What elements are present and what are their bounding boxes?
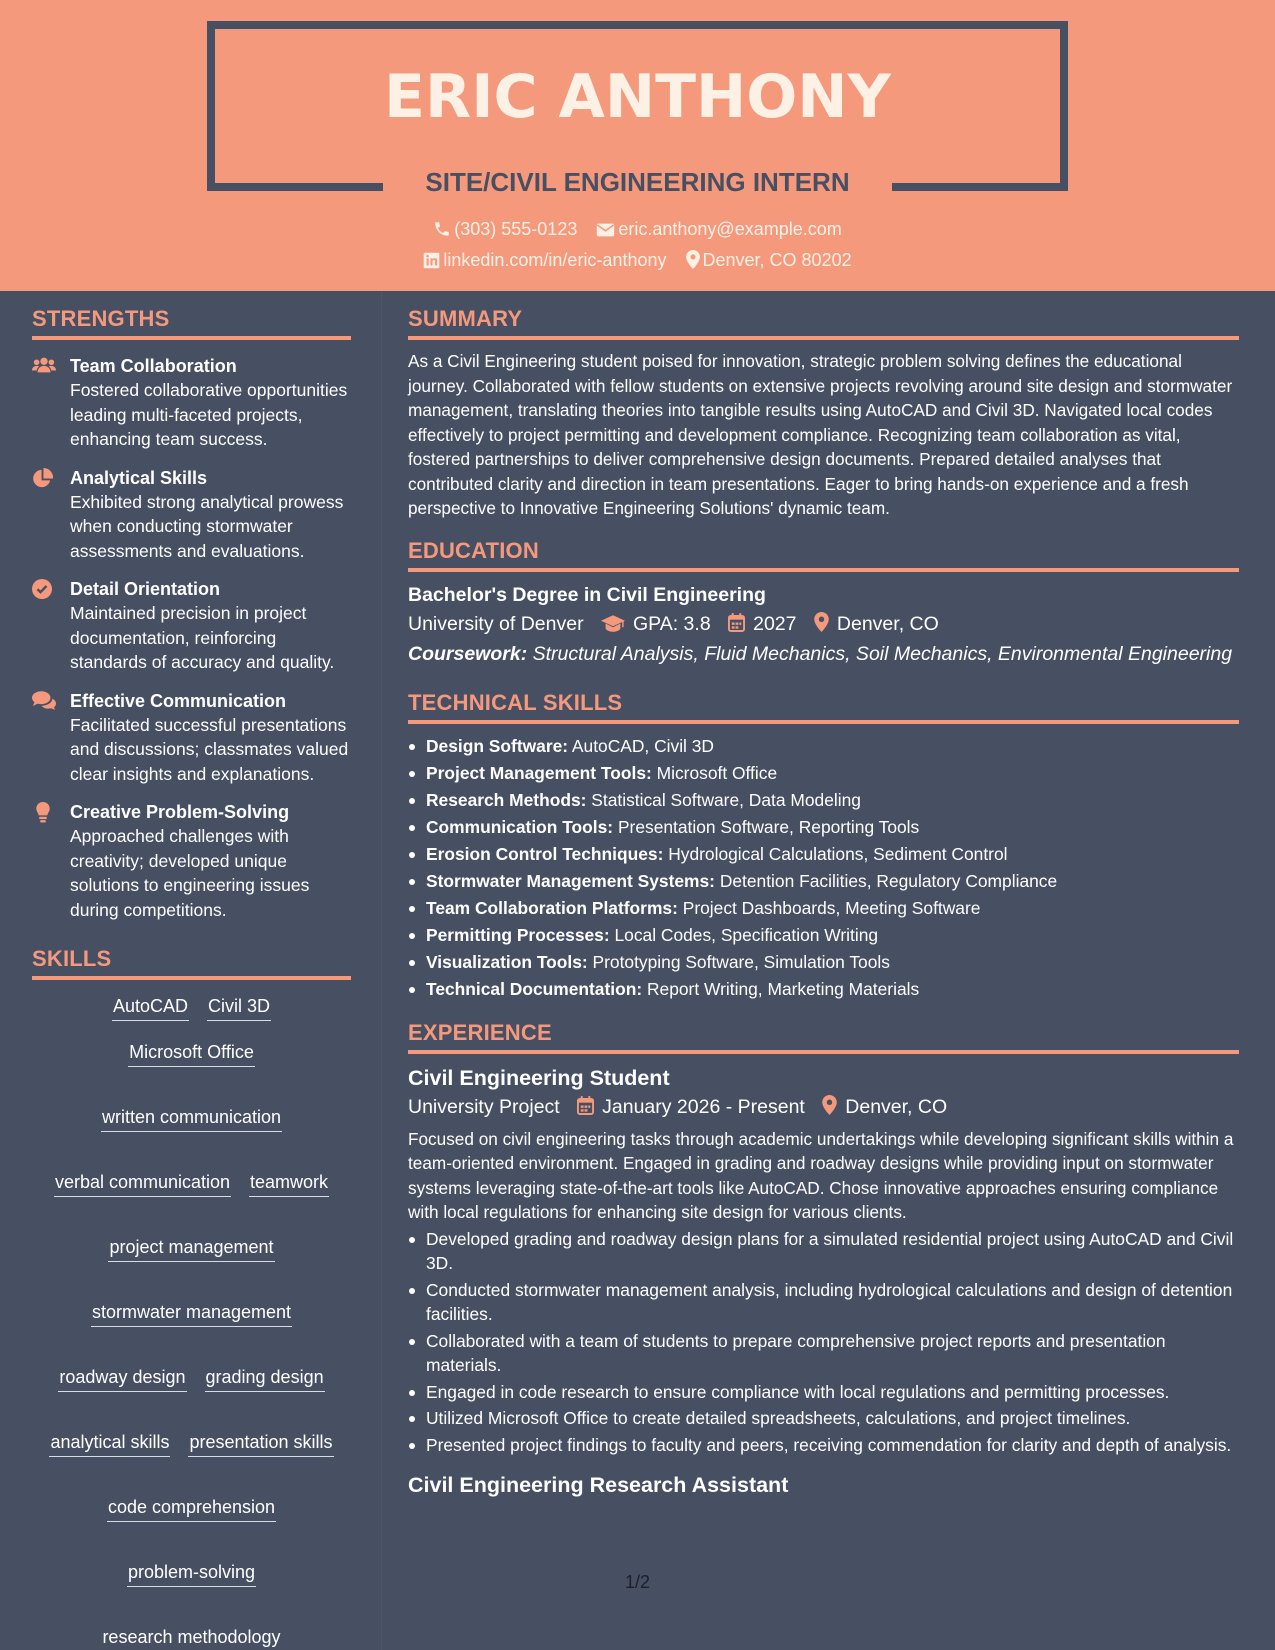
- skills-heading: SKILLS: [32, 946, 351, 980]
- strength-desc: Facilitated successful presentations and discussions; classmates valued clear insights and explanations.: [70, 714, 349, 784]
- list-item: Collaborated with a team of students to prepare comprehensive project reports and presentation materials.: [408, 1329, 1239, 1378]
- list-item: Permitting Processes: Local Codes, Specification Writing: [408, 922, 1239, 949]
- list-item: Team Collaboration Platforms: Project Dashboards, Meeting Software: [408, 895, 1239, 922]
- lightbulb-icon: [36, 802, 50, 823]
- calendar-icon: [728, 613, 745, 632]
- phone-text: (303) 555-0123: [454, 219, 578, 239]
- school-name: University of Denver: [408, 612, 584, 635]
- map-marker-icon: [814, 612, 829, 632]
- technical-skills-heading: TECHNICAL SKILLS: [408, 690, 1239, 724]
- candidate-name: ERIC ANTHONY: [384, 62, 891, 132]
- skill-tag: research methodology: [101, 1625, 281, 1650]
- skill-tag: presentation skills: [188, 1430, 333, 1457]
- strength-item: [32, 577, 351, 675]
- graduation-cap-icon: [601, 615, 625, 632]
- skill-tag: stormwater management: [91, 1300, 292, 1327]
- graduation-year: 2027: [728, 609, 796, 639]
- comments-icon: [32, 691, 56, 710]
- skill-tag: analytical skills: [49, 1430, 170, 1457]
- list-item: Project Management Tools: Microsoft Office: [408, 760, 1239, 787]
- phone-icon: [433, 220, 451, 238]
- skills-tags: [32, 994, 351, 1650]
- education-meta: [408, 609, 1239, 639]
- list-item: Research Methods: Statistical Software, Data Modeling: [408, 787, 1239, 814]
- list-item: Presented project findings to faculty and peers, receiving commendation for clarity and depth of analysis.: [408, 1433, 1239, 1458]
- list-item: Developed grading and roadway design plans for a simulated residential project using AutoCAD and Civil 3D.: [408, 1227, 1239, 1276]
- strength-item: [32, 800, 351, 922]
- strength-title: Detail Orientation: [70, 579, 221, 599]
- skill-tag: code comprehension: [107, 1495, 276, 1522]
- job-bullets: [408, 1227, 1239, 1458]
- technical-skills-list: [408, 733, 1239, 1003]
- location-text: Denver, CO 80202: [702, 250, 852, 270]
- list-item: Technical Documentation: Report Writing, Marketing Materials: [408, 976, 1239, 1003]
- education-location: Denver, CO: [814, 609, 939, 639]
- list-item: Erosion Control Techniques: Hydrological Calculations, Sediment Control: [408, 841, 1239, 868]
- list-item: Design Software: AutoCAD, Civil 3D: [408, 733, 1239, 760]
- experience-heading: EXPERIENCE: [408, 1020, 1239, 1054]
- list-item: Communication Tools: Presentation Software, Reporting Tools: [408, 814, 1239, 841]
- gpa: GPA: 3.8: [601, 609, 711, 639]
- coursework: Coursework: Structural Analysis, Fluid Mechanics, Soil Mechanics, Environmental Engineering: [408, 642, 1233, 665]
- contact-line-1: [0, 219, 1275, 240]
- pie-chart-icon: [32, 468, 53, 489]
- job-org: University Project: [408, 1095, 560, 1118]
- job-dates: January 2026 - Present: [577, 1092, 805, 1123]
- strengths-heading: STRENGTHS: [32, 306, 351, 340]
- strength-title: Effective Communication: [70, 690, 287, 711]
- email-text: eric.anthony@example.com: [618, 219, 842, 239]
- linkedin-contact[interactable]: [423, 250, 666, 271]
- strength-title: Creative Problem-Solving: [70, 802, 290, 822]
- skill-tag: Microsoft Office: [128, 1040, 255, 1067]
- phone-contact[interactable]: [433, 219, 577, 240]
- resume-header: [0, 0, 1275, 291]
- list-item: Conducted stormwater management analysis, including hydrological calculations and design of detention facilities.: [408, 1278, 1239, 1327]
- job-meta: [408, 1092, 1239, 1123]
- skill-tag: grading design: [205, 1365, 325, 1392]
- map-marker-icon: [822, 1095, 837, 1115]
- skill-tag: teamwork: [249, 1170, 329, 1197]
- list-item: Visualization Tools: Prototyping Software, Simulation Tools: [408, 949, 1239, 976]
- list-item: Engaged in code research to ensure compliance with local regulations and permitting processes.: [408, 1380, 1239, 1405]
- strength-item: [32, 466, 351, 564]
- strength-desc: Fostered collaborative opportunities leading multi-faceted projects, enhancing team success.: [70, 380, 348, 449]
- left-column: [32, 306, 351, 1650]
- skill-tag: roadway design: [58, 1365, 186, 1392]
- summary-text: As a Civil Engineering student poised for innovation, strategic problem solving defines the educational journey. Collaborated with fellow students on extensive projects revolving around site design and stormwater management, translating theories into tangible results using AutoCAD and Civil 3D. Navigated local codes effectively to project permitting and development compliance. Recognizing team collaboration as vital, fostered partnerships to deliver comprehensive design documents. Prepared detailed analyses that contributed clarity and direction in team presentations. Eager to bring hands-on experience and a fresh perspective to Innovative Engineering Solutions' dynamic team.: [408, 351, 1233, 518]
- location-contact: [686, 250, 852, 271]
- strength-desc: Maintained precision in project documentation, reinforcing standards of accuracy and quality.: [70, 603, 335, 672]
- check-circle-icon: [32, 579, 52, 599]
- summary-heading: SUMMARY: [408, 306, 1239, 340]
- strength-title: Team Collaboration: [70, 356, 237, 376]
- users-icon: [32, 356, 56, 374]
- page-number: 1/2: [624, 1572, 651, 1592]
- job-title: Civil Engineering Student: [408, 1065, 670, 1090]
- strength-title: Analytical Skills: [70, 467, 208, 488]
- linkedin-icon: [423, 252, 440, 269]
- strength-item: [32, 354, 351, 452]
- strength-desc: Exhibited strong analytical prowess when conducting stormwater assessments and evaluations.: [70, 491, 344, 561]
- skill-tag: problem-solving: [127, 1560, 256, 1587]
- email-contact[interactable]: [596, 219, 841, 240]
- skill-tag: verbal communication: [54, 1170, 231, 1197]
- linkedin-text: linkedin.com/in/eric-anthony: [443, 250, 667, 270]
- strength-item: [32, 689, 351, 787]
- job-location: Denver, CO: [822, 1092, 947, 1123]
- job-summary: Focused on civil engineering tasks through academic undertakings while developing significant skills within a team-oriented environment. Engaged in grading and roadway designs while providing input on stormwater systems leveraging state-of-the-art tools like AutoCAD. Chose innovative approaches ensuring compliance with local regulations for enhancing site design for various clients.: [408, 1128, 1234, 1222]
- list-item: Utilized Microsoft Office to create detailed spreadsheets, calculations, and project timelines.: [408, 1406, 1239, 1431]
- skill-tag: written communication: [101, 1105, 282, 1132]
- envelope-icon: [596, 222, 615, 238]
- list-item: Stormwater Management Systems: Detention Facilities, Regulatory Compliance: [408, 868, 1239, 895]
- calendar-icon: [577, 1096, 594, 1115]
- contact-line-2: [0, 250, 1275, 271]
- skill-tag: AutoCAD: [112, 994, 189, 1021]
- strength-desc: Approached challenges with creativity; developed unique solutions to engineering issues during competitions.: [70, 826, 310, 920]
- right-column: [408, 306, 1239, 1499]
- map-marker-icon: [686, 250, 700, 269]
- job-title: Civil Engineering Research Assistant: [408, 1473, 789, 1497]
- education-heading: EDUCATION: [408, 538, 1239, 572]
- skill-tag: Civil 3D: [207, 994, 271, 1021]
- degree-title: Bachelor's Degree in Civil Engineering: [408, 583, 766, 606]
- candidate-role: SITE/CIVIL ENGINEERING INTERN: [425, 167, 850, 197]
- column-divider: [381, 291, 382, 1650]
- skill-tag: project management: [108, 1235, 274, 1262]
